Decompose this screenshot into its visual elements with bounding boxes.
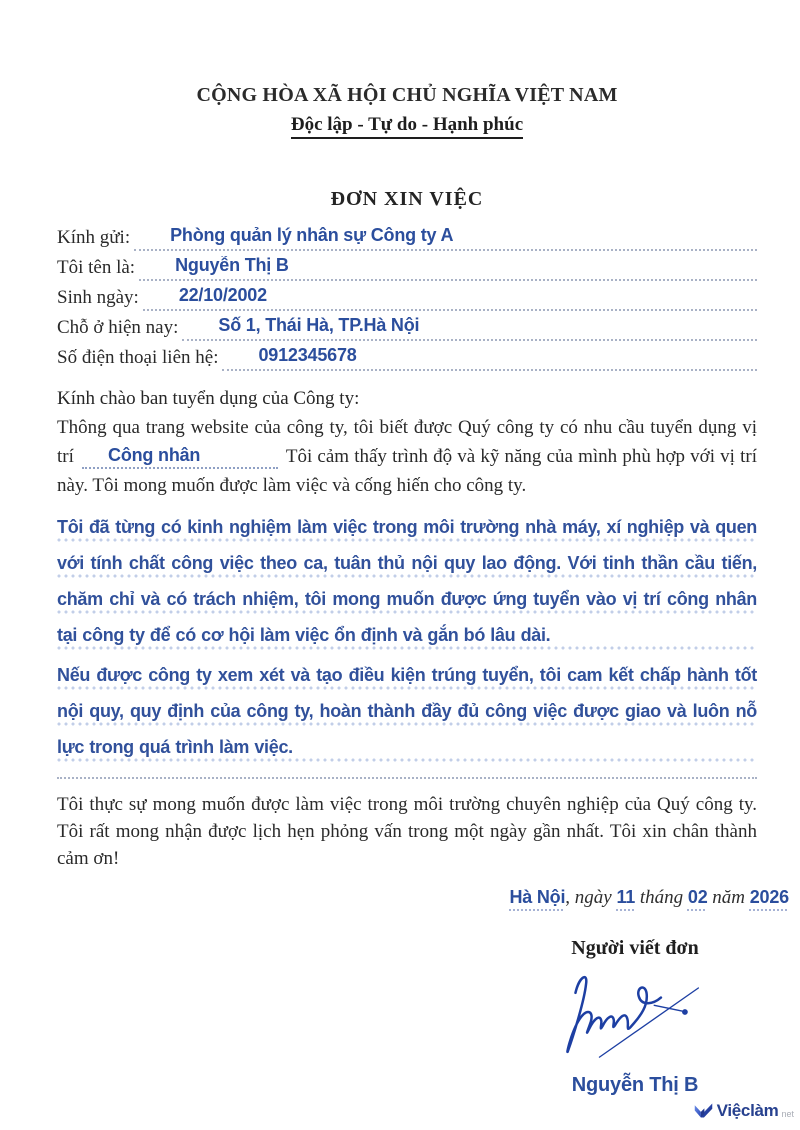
commitment-paragraph: Nếu được công ty xem xét và tạo điều kiện trúng tuyển, tôi cam kết chấp hành tốt nội quy, quy định của công ty, hoàn thành đầy đủ công việc được giao và luôn nỗ lực trong quá trình làm việc. xyxy=(57,657,757,765)
date-separator: , xyxy=(565,887,571,908)
field-label: Tôi tên là: xyxy=(57,257,136,278)
field-row-address xyxy=(57,316,757,346)
dotted-divider-line xyxy=(57,776,757,779)
vieclam-logo xyxy=(693,1100,794,1121)
date-year-value: 2026 xyxy=(749,887,789,907)
brand-suffix: net xyxy=(781,1109,794,1119)
dotted-leader-line xyxy=(139,256,757,281)
signature-block xyxy=(475,937,795,1097)
field-row-phone xyxy=(57,346,757,376)
signer-title: Người viết đơn xyxy=(571,937,699,959)
field-label: Chỗ ở hiện nay: xyxy=(57,317,179,338)
brand-name: Việclàm xyxy=(716,1100,779,1120)
dotted-leader-line xyxy=(222,346,757,371)
closing-paragraph: Tôi thực sự mong muốn được làm việc trong môi trường chuyên nghiệp của Quý công ty. Tôi rất mong nhận được lịch hẹn phỏng vấn trong một ngày gần nhất. Tôi xin chân thành cảm ơn! xyxy=(57,794,757,869)
dotted-leader-line xyxy=(143,286,757,311)
handwritten-signature-image xyxy=(551,964,719,1060)
field-row-name xyxy=(57,256,757,286)
brand-v-icon xyxy=(693,1100,714,1121)
dotted-leader-line xyxy=(134,226,757,251)
position-value: Công nhân xyxy=(108,445,201,465)
signer-name: Nguyễn Thị B xyxy=(571,1074,699,1096)
field-value: Số 1, Thái Hà, TP.Hà Nội xyxy=(218,316,420,335)
date-place: Hà Nội xyxy=(509,887,566,907)
field-row-birthdate xyxy=(57,286,757,316)
experience-paragraph: Tôi đã từng có kinh nghiệm làm việc trong môi trường nhà máy, xí nghiệp và quen với tính chất công việc theo ca, tuân thủ nội quy lao động. Với tinh thần cầu tiến, chăm chỉ và có trách nhiệm, tôi mong muốn được ứng tuyển vào vị trí công nhân tại công ty để có cơ hội làm việc ổn định và gắn bó lâu dài. xyxy=(57,509,757,653)
date-day-label: ngày xyxy=(574,887,612,908)
national-motto: Độc lập - Tự do - Hạnh phúc xyxy=(291,114,523,139)
intro-text-after: Tôi cảm thấy trình độ và kỹ năng của mình phù hợp với vị trí này. Tôi mong muốn được làm việc và cống hiến cho công ty. xyxy=(57,446,757,496)
field-value: Nguyễn Thị B xyxy=(175,256,289,275)
date-month-value: 02 xyxy=(687,887,708,907)
intro-paragraph xyxy=(57,413,757,500)
field-label: Sinh ngày: xyxy=(57,287,139,308)
date-year-label: năm xyxy=(712,887,745,908)
document-title: ĐƠN XIN VIỆC xyxy=(330,188,484,210)
date-day-value: 11 xyxy=(616,887,636,907)
field-value: Phòng quản lý nhân sự Công ty A xyxy=(170,226,454,245)
date-line xyxy=(57,887,789,909)
field-value: 0912345678 xyxy=(258,346,357,365)
field-label: Số điện thoại liên hệ: xyxy=(57,347,219,368)
position-blank-line xyxy=(82,446,278,469)
field-label: Kính gửi: xyxy=(57,227,131,248)
greeting-line: Kính chào ban tuyển dụng của Công ty: xyxy=(57,388,360,409)
field-value: 22/10/2002 xyxy=(178,286,267,305)
dotted-leader-line xyxy=(182,316,757,341)
intro-text-before: Thông qua trang website của công ty, tôi biết được Quý công ty có nhu cầu tuyển dụng vị trí xyxy=(57,417,757,467)
date-month-label: tháng xyxy=(639,887,684,908)
national-title: CỘNG HÒA XÃ HỘI CHỦ NGHĨA VIỆT NAM xyxy=(196,84,618,106)
field-row-recipient xyxy=(57,226,757,256)
form-fields xyxy=(57,226,757,376)
national-motto-wrap xyxy=(57,114,757,139)
